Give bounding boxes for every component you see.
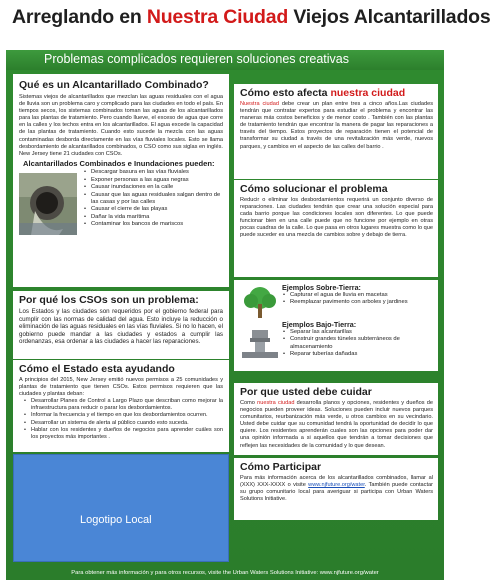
cso-section <box>13 74 229 287</box>
problem-heading: Por qué los CSOs son un problema: <box>19 294 199 306</box>
participate-post: . También puede contactar su grupo comunitario local para averiguar si participa con Urban Waters Solutions Initiative. <box>240 482 433 503</box>
below-ground-group <box>282 320 434 359</box>
affect-body <box>240 101 433 151</box>
affect-text: debe crear un plan entre tres a cinco años.Las ciudades tendrán que contratar expertos para estudiar el problema y encontrar las maneras más costos beneficios y de menor costo . También con las plantas de tratamiento tendrán que encontrar la manera de pagar las reparaciones a través del tiempo. Estos proyectos de reparación tienen el potencial de transformar su ciudad a través de una revitalización más verde, nuevos parques, y cambios en el aspecto de las calles del barrio . <box>240 101 434 150</box>
care-heading: Por que usted debe cuidar <box>240 386 372 398</box>
list-item: • Construir grandes túneles subterráneos de almacenamiento <box>282 336 434 351</box>
cso-body: Sistemas viejos de alcantarillados que mezclan las aguas residuales con el agua de lluvia son un problema caro y complicado para las ciudades en todo el país. En tiempos secos, los sistemas combinados toman las aguas de los alcantarillados para las plantas de tratamiento. Pero cuando llueve, el exceso de agua que corre en la calles y los techos entra en los alcantarillados. El agua excede la capacidad de las plantas de tratamiento. Cuando esto sucede la mezcla con las aguas contaminadas desborda directamente en las vías fluviales locales. Esto se llama desbordamiento de alcantarillados combinados, o CSO como sus siglas en inglés. New Jersey tiene 21 ciudades con CSOs. <box>19 94 223 157</box>
above-heading: Ejemplos Sobre-Tierra: <box>282 283 361 292</box>
flyer-title <box>12 6 491 29</box>
affect-heading-highlight: nuestra ciudad <box>330 87 406 99</box>
logo-label: Logotipo Local <box>80 514 152 526</box>
pipe-icon <box>240 330 280 360</box>
examples-section <box>234 280 438 371</box>
affect-heading-prefix: Cómo esto afecta <box>240 87 331 99</box>
subtitle-banner: Problemas complicados requieren soluciones creativas <box>6 50 444 70</box>
state-intro: A principios del 2015, New Jersey emitió nuevos permisos a 25 comunidades y plantas de tratamiento que tienen CSOs. Estos permisos requieren que las ciudades y plantas deban: <box>19 377 223 398</box>
care-highlight: nuestra ciudad <box>257 400 295 406</box>
care-text: desarrolla planos y opciones, residentes y dueños de negocios pueden proveer ideas. Soluciones pueden incluir nuevos parques comunitarios, reurbanización más verde, u otros cambios en su vecindario. Usted debe cuidar que su comunidad tendrá la oportunidad de decidir lo que quiere. Los residentes aprenderán cuales son las opciones para poder dar una opinión informada a si aquellos que tendrán a tomar decisiones que reflejen las necesidades de la comunidad y lo que desean. <box>240 400 433 449</box>
list-item: • Hablar con los residentes y dueños de negocios para aprender cuáles son los proyectos más importantes . <box>23 427 223 441</box>
participate-pre: Para más información acerca de los alcantarillados combinados, llamar al (XXX) XXX-XXXX o visite <box>240 475 433 489</box>
care-section <box>234 383 438 455</box>
list-item: • Desarrollar un sistema de alerta al público cuando esto suceda. <box>23 420 223 427</box>
list-item: • Exponer personas a las aguas negras <box>83 177 223 184</box>
local-logo-placeholder <box>13 454 229 562</box>
list-item: • Causar que las aguas residuales salgan dentro de las casas y por las calles <box>83 192 223 207</box>
list-item: • Desarrollar Planes de Control a Largo Plazo que describan como mejorar la infraestructura para reducir o parar los desbordamientos. <box>23 398 223 412</box>
list-item: • Causar el cierre de las playas <box>83 206 223 213</box>
title-prefix: Arreglando en <box>12 6 147 28</box>
affect-lead: Nuestra ciudad <box>240 101 279 107</box>
list-item: • Informar la frecuencia y el tiempo en que los desbordamientos ocurren. <box>23 412 223 419</box>
state-section <box>13 360 229 452</box>
flood-heading: Alcantarillados Combinados e Inundaciones pueden: <box>23 158 215 168</box>
below-list <box>282 329 434 359</box>
participate-section <box>234 458 438 520</box>
solve-heading: Cómo solucionar el problema <box>240 183 388 195</box>
title-highlight: Nuestra Ciudad <box>146 6 289 28</box>
problem-body: Los Estados y las ciudades son requeridos por el gobierno federal para cumplir con las normas de calidad del agua. Esto incluye la reducción o eliminación de las aguas residuales en las vías fluviales. Si no lo hacen, el gobierno puede mandar a las ciudades y estados a cumplir las ordenanzas, esa ordenar a las ciudades a hacer las reparaciones. <box>19 308 223 346</box>
list-item: • Dañar la vida marítima <box>83 214 223 221</box>
below-heading: Ejemplos Bajo-Tierra: <box>282 320 357 329</box>
state-heading: Cómo el Estado esta ayudando <box>19 363 175 375</box>
problem-section <box>13 291 229 359</box>
cso-heading: Qué es un Alcantarillado Combinado? <box>19 79 209 91</box>
care-lead: Como <box>240 400 258 406</box>
list-item: • Reparar tuberías dañadas <box>282 351 434 358</box>
list-item: • Contaminar los bancos de mariscos <box>83 221 223 228</box>
participate-heading: Cómo Participar <box>240 461 322 473</box>
tree-icon <box>240 286 280 320</box>
flood-list <box>83 169 223 228</box>
outfall-pipe-image <box>19 173 77 235</box>
affect-section <box>234 84 438 179</box>
list-item: • Capturar el agua de lluvia en macetas <box>282 292 434 299</box>
affect-heading <box>240 87 433 99</box>
list-item: • Causar inundaciones en la calle <box>83 184 223 191</box>
list-item: • Reemplazar pavimento con arboles y jardines <box>282 299 434 306</box>
title-suffix: Viejos Alcantarillados <box>288 6 491 28</box>
solve-section <box>234 180 438 277</box>
solve-body: Reducir o eliminar los desbordamientos requerirá un conjunto diverso de reparaciones. Las ciudades tendrán que crear una solución especial para cada barrio porque las condiciones locales son diferentes. Lo que puede funcionar bien en una calle puede que no funcione por ejemplo en otras pocas cuadras de la calle. Lo que pasa en otros lugares muestra como lo que puede suceder es una mezcla de cambios sobre y debajo de tierra. <box>240 197 433 239</box>
care-body <box>240 400 433 450</box>
state-list <box>19 398 223 441</box>
list-item: • Descargar basura en las vías fluviales <box>83 169 223 176</box>
njfuture-link[interactable]: www.njfuture.org/water <box>308 482 365 489</box>
list-item: • Separar las alcantarillas <box>282 329 434 336</box>
above-list <box>282 292 434 307</box>
participate-body <box>240 475 433 503</box>
above-ground-group <box>282 283 434 307</box>
footer-bar: Para obtener más información y para otros recursos, visite the Urban Waters Solutions Initiative: www.njfuture.org/water <box>6 566 444 580</box>
